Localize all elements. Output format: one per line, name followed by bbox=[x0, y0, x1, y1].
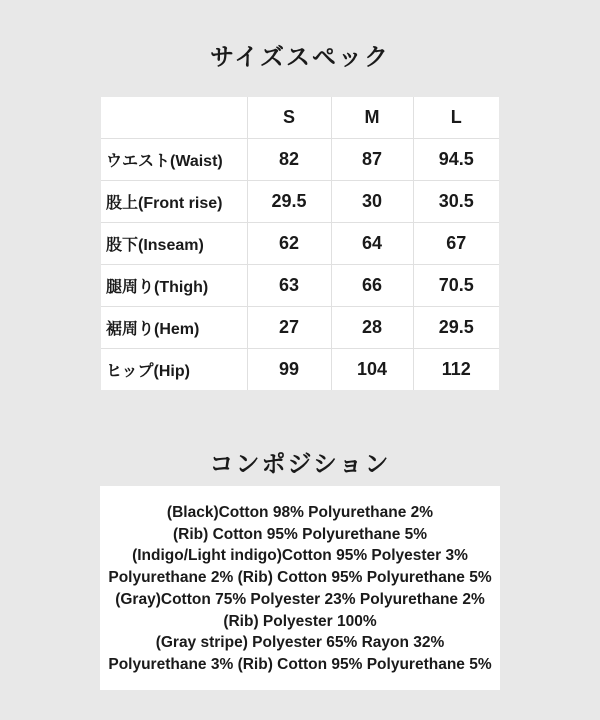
composition-title: コンポジション bbox=[209, 451, 391, 478]
table-row-hem bbox=[101, 307, 499, 349]
composition-line: Polyurethane 3% (Rib) Cotton 95% Polyurethane 5% bbox=[108, 655, 492, 673]
size-col-header-blank bbox=[101, 97, 247, 139]
size-value-cell: 27 bbox=[247, 307, 331, 349]
table-row-thigh bbox=[101, 265, 499, 307]
size-row-label: ヒップ(Hip) bbox=[101, 349, 247, 391]
size-value-cell: 104 bbox=[331, 349, 413, 391]
table-row-waist bbox=[101, 139, 499, 181]
size-value-cell: 28 bbox=[331, 307, 413, 349]
size-value-cell: 66 bbox=[331, 265, 413, 307]
size-row-label: ウエスト(Waist) bbox=[101, 139, 247, 181]
composition-panel bbox=[100, 486, 500, 690]
size-table-header-row bbox=[101, 97, 499, 139]
composition-line: Polyurethane 2% (Rib) Cotton 95% Polyurethane 5% bbox=[108, 569, 492, 587]
size-col-header-s: S bbox=[247, 97, 331, 139]
size-row-label: 股下(Inseam) bbox=[101, 223, 247, 265]
table-row-inseam bbox=[101, 223, 499, 265]
size-row-label: 裾周り(Hem) bbox=[101, 307, 247, 349]
table-row-hip bbox=[101, 349, 499, 391]
composition-line: (Gray)Cotton 75% Polyester 23% Polyurethane 2% bbox=[115, 590, 485, 608]
composition-line: (Black)Cotton 98% Polyurethane 2% bbox=[166, 504, 434, 521]
size-row-label: 股上(Front rise) bbox=[101, 181, 247, 223]
size-value-cell: 30 bbox=[331, 181, 413, 223]
size-value-cell: 87 bbox=[331, 139, 413, 181]
size-value-cell: 29.5 bbox=[413, 307, 499, 349]
table-row-front-rise bbox=[101, 181, 499, 223]
size-value-cell: 64 bbox=[331, 223, 413, 265]
composition-line: (Rib) Polyester 100% bbox=[223, 612, 377, 630]
size-value-cell: 62 bbox=[247, 223, 331, 265]
size-value-cell: 30.5 bbox=[413, 181, 499, 223]
size-value-cell: 112 bbox=[413, 349, 499, 391]
size-col-header-m: M bbox=[331, 97, 413, 139]
size-value-cell: 82 bbox=[247, 139, 331, 181]
size-value-cell: 70.5 bbox=[413, 265, 499, 307]
composition-line: (Gray stripe) Polyester 65% Rayon 32% bbox=[155, 634, 445, 652]
composition-line: (Indigo/Light indigo)Cotton 95% Polyester 3% bbox=[132, 547, 468, 565]
size-value-cell: 94.5 bbox=[413, 139, 499, 181]
size-value-cell: 29.5 bbox=[247, 181, 331, 223]
size-row-label: 腿周り(Thigh) bbox=[101, 265, 247, 307]
size-col-header-l: L bbox=[413, 97, 499, 139]
size-value-cell: 99 bbox=[247, 349, 331, 391]
size-spec-title: サイズスペック bbox=[209, 44, 391, 71]
size-value-cell: 67 bbox=[413, 223, 499, 265]
size-spec-table bbox=[101, 97, 499, 390]
size-value-cell: 63 bbox=[247, 265, 331, 307]
composition-line: (Rib) Cotton 95% Polyurethane 5% bbox=[172, 525, 428, 543]
